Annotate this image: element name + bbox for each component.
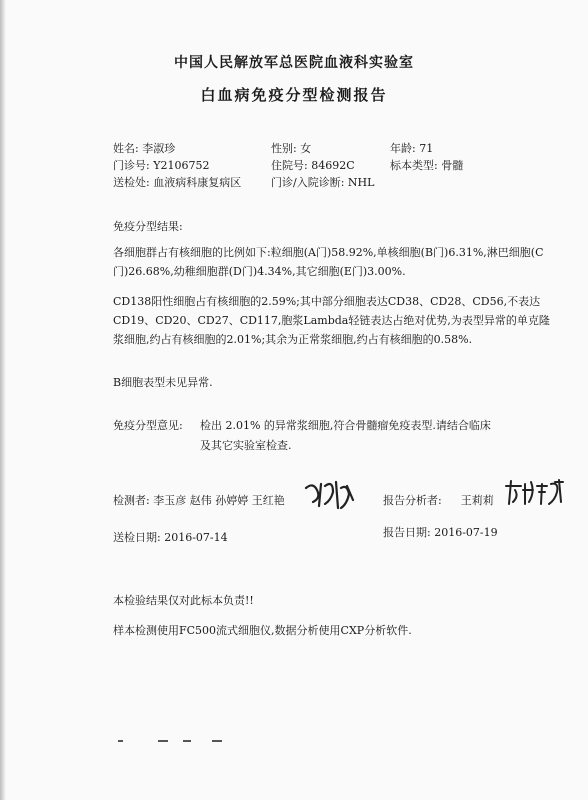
results-paragraph-3: B细胞表型未见异常.: [113, 376, 213, 389]
name-label: 姓名:: [113, 142, 139, 155]
report-date: 2016-07-19: [434, 526, 498, 539]
sent-from: 血液病科康复病区: [153, 176, 242, 189]
tester-signature: [303, 478, 355, 512]
instrument-note: 样本检测使用FC500流式细胞仪,数据分析使用CXP分析软件.: [113, 624, 412, 637]
sex-label: 性别:: [271, 142, 297, 155]
patient-age: 71: [419, 142, 434, 155]
sample-type: 骨髓: [441, 159, 464, 172]
analyst-name: 王莉莉: [460, 494, 494, 507]
institution-title: 中国人民解放军总医院血液科实验室: [174, 55, 414, 71]
opinion-line-2: 及其它实验室检查.: [200, 439, 292, 452]
analyst-signature: [503, 478, 565, 508]
clinic-no-label: 门诊号:: [113, 159, 150, 172]
sample-type-label: 标本类型:: [390, 159, 438, 172]
scan-mark: [212, 740, 222, 742]
age-label: 年龄:: [390, 142, 416, 155]
patient-age-row: [390, 140, 433, 156]
sent-date: 2016-07-14: [164, 531, 228, 544]
report-title: 白血病免疫分型检测报告: [200, 86, 388, 104]
diagnosis: NHL: [347, 176, 375, 189]
testers: 李玉彦 赵伟 孙婷婷 王红艳: [153, 494, 285, 507]
patient-sex-row: [271, 140, 311, 156]
analyst-row: [383, 492, 494, 508]
sent-from-label: 送检处:: [113, 176, 150, 189]
inpatient-no-label: 住院号:: [271, 159, 308, 172]
clinic-no: Y2106752: [153, 159, 210, 172]
inpatient-no: 84692C: [311, 159, 355, 172]
results-paragraph-2: CD138阳性细胞占有核细胞的2.59%;其中部分细胞表达CD38、CD28、CD56,不表达CD19、CD20、CD27、CD117,胞浆Lambda轻链表达占绝对优势,为表型异常的单克隆浆细胞,约占有核细胞的2.01%;其余为正常浆细胞,约占有核细胞的0.58%.: [113, 295, 550, 346]
sent-date-row: [113, 529, 228, 545]
testers-row: [113, 492, 285, 508]
scan-mark: [118, 740, 123, 742]
opinion-line-1: 检出 2.01% 的异常浆细胞,符合骨髓瘤免疫表型.请结合临床: [200, 419, 491, 432]
opinion-label: 免疫分型意见:: [113, 419, 183, 432]
diagnosis-row: [271, 174, 374, 190]
diagnosis-label: 门诊/入院诊断:: [271, 176, 345, 189]
testers-label: 检测者:: [113, 494, 150, 507]
sent-date-label: 送检日期:: [113, 531, 161, 544]
scan-shadow: [0, 0, 6, 800]
report-date-row: [383, 524, 498, 540]
patient-name: 李淑珍: [142, 142, 176, 155]
scan-mark: [183, 740, 191, 742]
results-paragraph-1: 各细胞群占有核细胞的比例如下:粒细胞(A门)58.92%,单核细胞(B门)6.31%,淋巴细胞(C门)26.68%,幼稚细胞群(D门)4.34%,其它细胞(E门)3.00%.: [113, 246, 544, 278]
analyst-label: 报告分析者:: [383, 494, 442, 507]
patient-name-row: [113, 140, 175, 156]
results-heading: 免疫分型结果:: [113, 220, 183, 233]
inpatient-no-row: [271, 157, 355, 173]
disclaimer-note: 本检验结果仅对此标本负责!!: [113, 594, 254, 607]
clinic-no-row: [113, 157, 209, 173]
patient-sex: 女: [300, 142, 312, 155]
report-date-label: 报告日期:: [383, 526, 431, 539]
sent-from-row: [113, 174, 241, 190]
sample-type-row: [390, 157, 463, 173]
scan-mark: [158, 740, 168, 742]
